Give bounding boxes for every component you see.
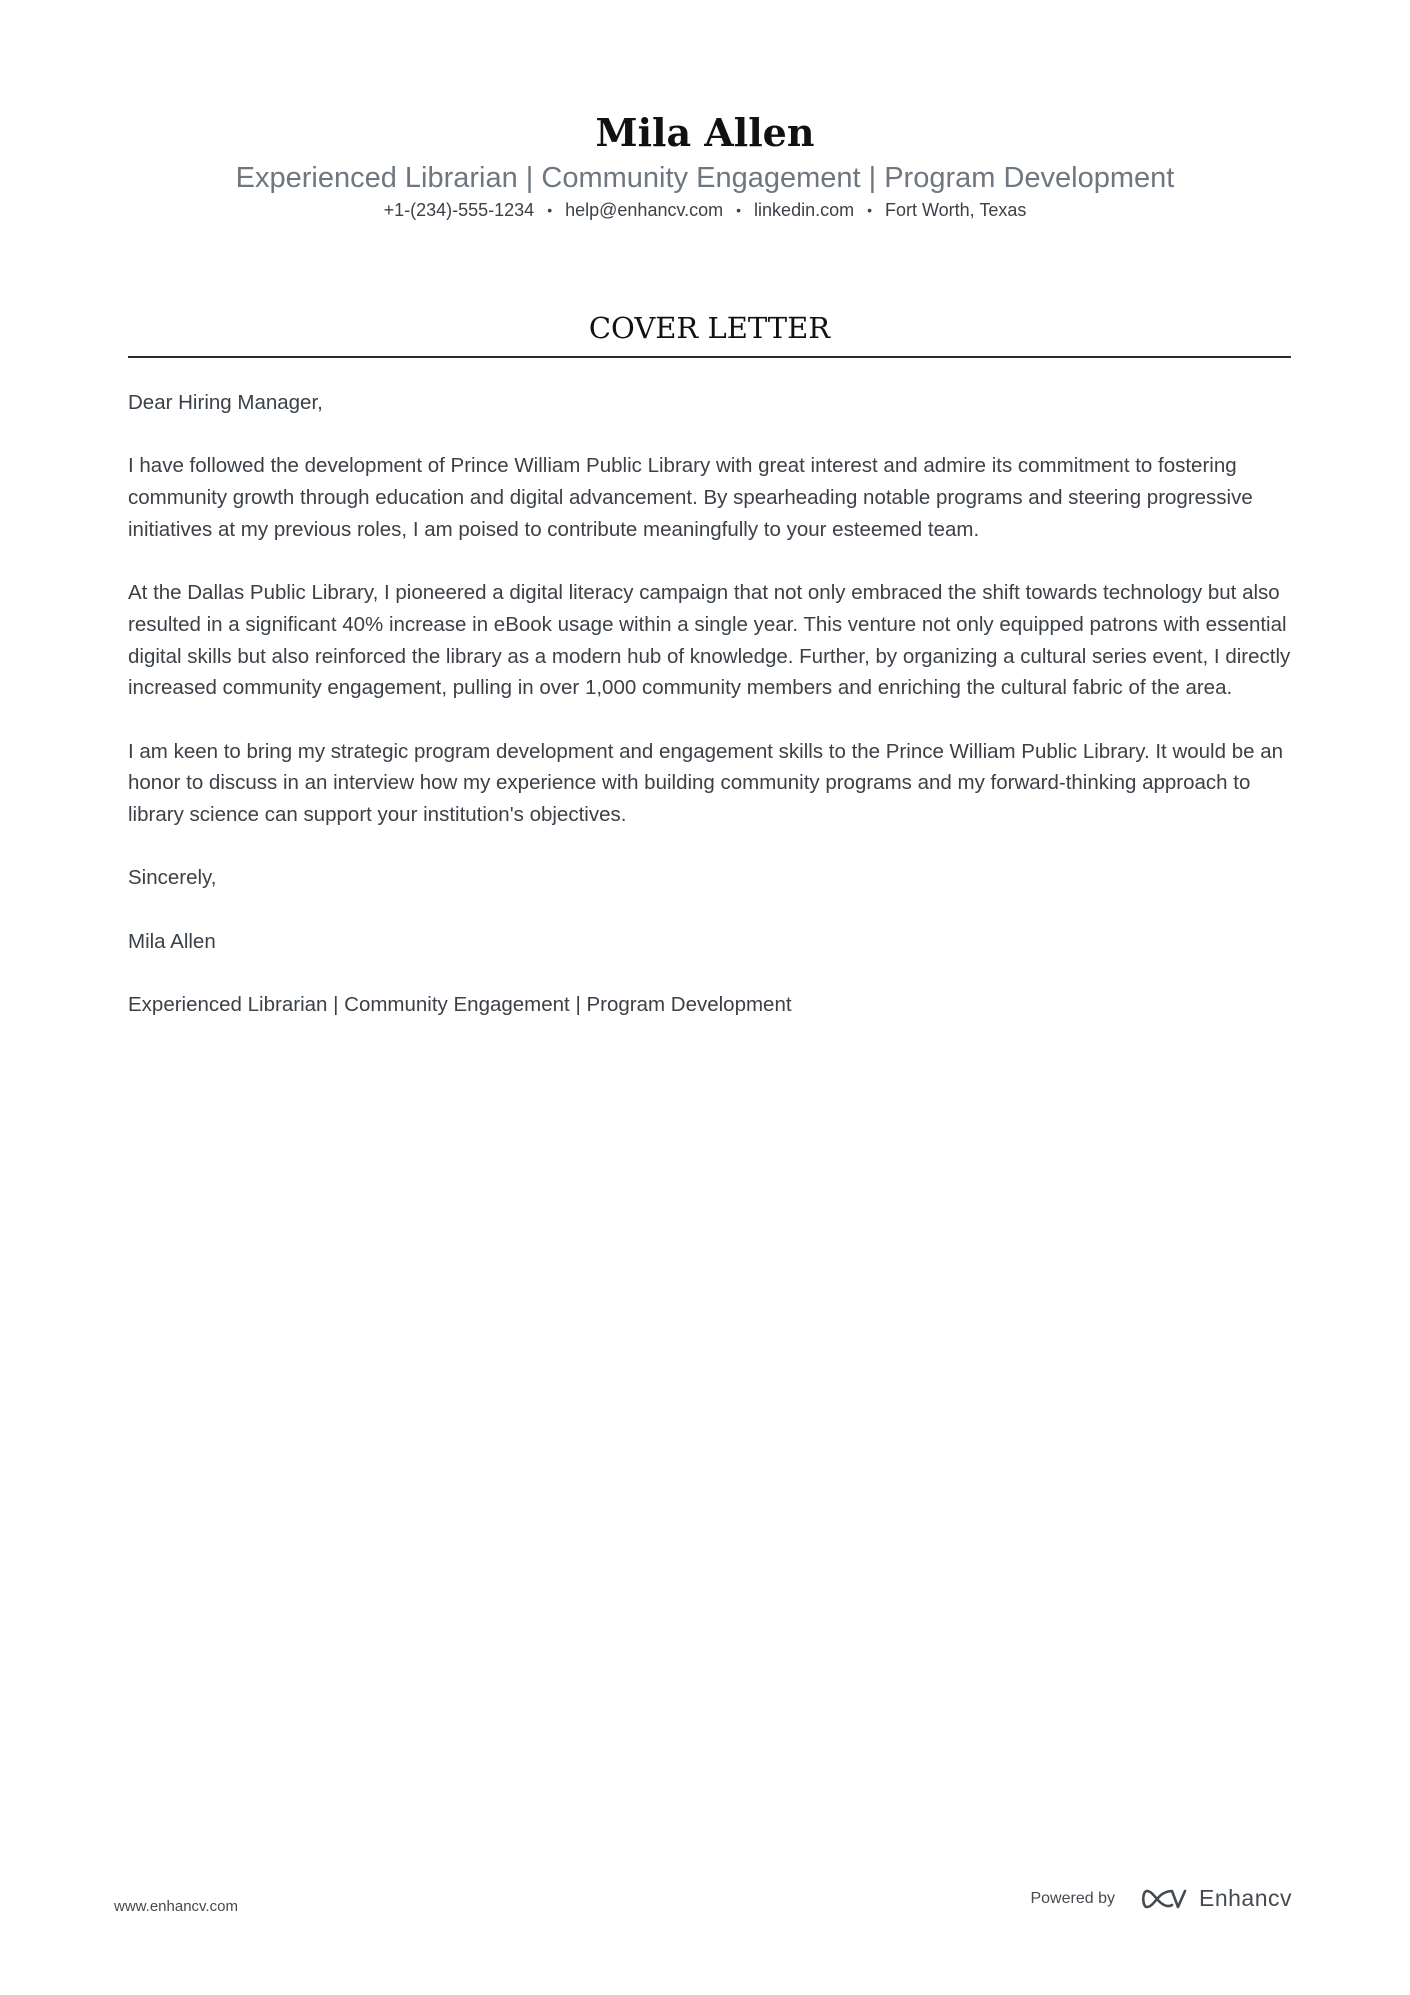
applicant-name: Mila Allen: [595, 110, 815, 155]
signature-name: Mila Allen: [128, 929, 216, 953]
contact-separator: •: [736, 202, 742, 218]
contact-separator: •: [867, 202, 872, 218]
email-address: help@enhancv.com: [565, 200, 724, 220]
brand-name: Enhancv: [1198, 1885, 1292, 1911]
salutation: Dear Hiring Manager,: [128, 391, 323, 414]
contact-line: [0, 198, 1410, 222]
enhancv-logo-icon: [1141, 1886, 1187, 1912]
letter-paragraph: At the Dallas Public Library, I pioneered a digital literacy campaign that not only embraced the shift towards technology but also resulted in a significant 40% increase in eBook usage within a single year. This venture not only equipped patrons with essential digital skills but also reinforced the library as a modern hub of knowledge. Further, by organizing a cultural series event, I directly increased community engagement, pulling in over 1,000 community members and enriching the cultural fabric of the area.: [128, 581, 1291, 700]
footer-website: www.enhancv.com: [114, 1898, 238, 1915]
phone-number: +1-(234)-555-1234: [383, 200, 535, 220]
location: Fort Worth, Texas: [885, 200, 1027, 220]
letter-paragraph: I have followed the development of Prince William Public Library with great interest and admire its commitment to fostering community growth through education and digital advancement. By spearheading notable programs and steering progressive initiatives at my previous roles, I am poised to contribute meaningfully to your esteemed team.: [128, 454, 1253, 541]
letter-header: [0, 110, 1410, 222]
applicant-headline: Experienced Librarian | Community Engagement | Program Development: [235, 162, 1175, 194]
linkedin-link: linkedin.com: [754, 200, 855, 220]
letter-paragraph: I am keen to bring my strategic program development and engagement skills to the Prince William Public Library. It would be an honor to discuss in an interview how my experience with building community programs and my forward-thinking approach to library science can support your institution's objectives.: [128, 739, 1284, 827]
signature-title: Experienced Librarian | Community Engagement | Program Development: [128, 993, 792, 1017]
closing: Sincerely,: [128, 866, 217, 890]
contact-separator: •: [547, 202, 553, 218]
letter-body: [128, 387, 1291, 1053]
powered-by-badge: [1030, 1885, 1292, 1912]
section-title: COVER LETTER: [128, 308, 1291, 358]
powered-by-label: Powered by: [1030, 1889, 1115, 1907]
